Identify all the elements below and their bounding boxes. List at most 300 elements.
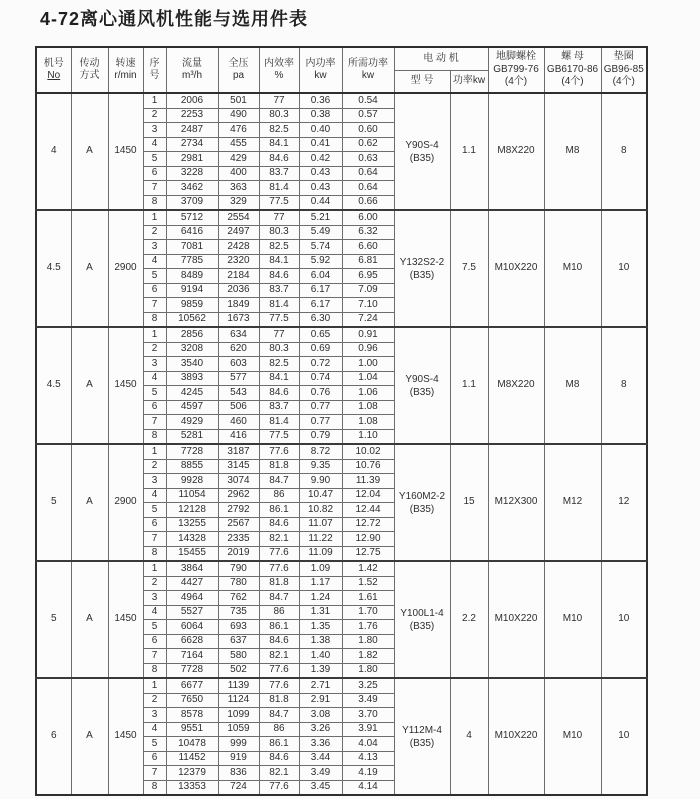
- header-motor-group: 电 动 机: [394, 47, 488, 70]
- serial-cell: 5: [143, 737, 166, 752]
- internal-power-cell: 6.17: [299, 298, 342, 313]
- header-nut-line2: GB6170-86: [546, 63, 599, 75]
- flow-cell: 11452: [166, 751, 218, 766]
- internal-power-cell: 11.07: [299, 517, 342, 532]
- serial-cell: 6: [143, 400, 166, 415]
- header-drive-mode: [71, 47, 108, 93]
- nut-cell: M12: [544, 444, 601, 561]
- table-body: [36, 93, 647, 795]
- header-washer-line3: (4个): [612, 76, 635, 88]
- header-serial-line1: 序: [149, 57, 160, 69]
- washer-cell: 8: [601, 93, 647, 210]
- pressure-cell: 429: [218, 152, 259, 167]
- efficiency-cell: 82.1: [259, 766, 299, 781]
- required-power-cell: 1.08: [342, 415, 394, 430]
- flow-cell: 3208: [166, 342, 218, 357]
- header-machine-no-line1: 机号: [43, 57, 64, 69]
- internal-power-cell: 6.04: [299, 269, 342, 284]
- header-speed-line2: r/min: [114, 70, 137, 81]
- header-required-power-line2: kw: [361, 70, 375, 81]
- motor-model-text: Y90S-4: [405, 139, 439, 151]
- required-power-cell: 12.72: [342, 517, 394, 532]
- serial-cell: 8: [143, 312, 166, 327]
- motor-model-cell: [394, 93, 450, 210]
- motor-frame-text: (B35): [409, 620, 435, 632]
- flow-cell: 6416: [166, 225, 218, 240]
- required-power-cell: 6.32: [342, 225, 394, 240]
- internal-power-cell: 2.91: [299, 693, 342, 708]
- serial-cell: 7: [143, 415, 166, 430]
- header-nut-line3: (4个): [561, 76, 584, 88]
- internal-power-cell: 8.72: [299, 444, 342, 459]
- pressure-cell: 637: [218, 634, 259, 649]
- required-power-cell: 10.02: [342, 444, 394, 459]
- required-power-cell: 6.81: [342, 254, 394, 269]
- pressure-cell: 735: [218, 605, 259, 620]
- pressure-cell: 577: [218, 371, 259, 386]
- flow-cell: 4964: [166, 591, 218, 606]
- flow-cell: 9928: [166, 474, 218, 489]
- efficiency-cell: 81.8: [259, 576, 299, 591]
- required-power-cell: 0.64: [342, 181, 394, 196]
- serial-cell: 3: [143, 240, 166, 255]
- table-row: [36, 93, 647, 108]
- internal-power-cell: 5.92: [299, 254, 342, 269]
- internal-power-cell: 6.17: [299, 283, 342, 298]
- required-power-cell: 1.04: [342, 371, 394, 386]
- required-power-cell: 12.75: [342, 546, 394, 561]
- flow-cell: 3462: [166, 181, 218, 196]
- efficiency-cell: 83.7: [259, 400, 299, 415]
- header-pressure-line2: pa: [232, 70, 245, 81]
- header-required-power: [342, 47, 394, 93]
- serial-cell: 2: [143, 459, 166, 474]
- efficiency-cell: 84.6: [259, 751, 299, 766]
- required-power-cell: 0.91: [342, 327, 394, 342]
- flow-cell: 2487: [166, 123, 218, 138]
- header-flow-line1: 流量: [182, 57, 202, 69]
- internal-power-cell: 5.21: [299, 210, 342, 225]
- flow-cell: 6677: [166, 678, 218, 693]
- efficiency-cell: 82.5: [259, 123, 299, 138]
- pressure-cell: 790: [218, 561, 259, 576]
- internal-power-cell: 1.35: [299, 620, 342, 635]
- header-required-power-line1: 所需功率: [348, 57, 388, 69]
- serial-cell: 7: [143, 298, 166, 313]
- anchor-bolt-cell: M8X220: [488, 93, 544, 210]
- pressure-cell: 3074: [218, 474, 259, 489]
- header-serial-line2: 号: [149, 70, 160, 81]
- motor-model-cell: [394, 327, 450, 444]
- required-power-cell: 1.80: [342, 663, 394, 678]
- efficiency-cell: 77.6: [259, 678, 299, 693]
- header-motor-model: 型 号: [394, 70, 450, 93]
- serial-cell: 1: [143, 561, 166, 576]
- required-power-cell: 7.10: [342, 298, 394, 313]
- internal-power-cell: 0.72: [299, 357, 342, 372]
- required-power-cell: 1.80: [342, 634, 394, 649]
- pressure-cell: 2335: [218, 532, 259, 547]
- serial-cell: 6: [143, 634, 166, 649]
- efficiency-cell: 77.6: [259, 780, 299, 795]
- pressure-cell: 2567: [218, 517, 259, 532]
- header-washer-line1: 垫圈: [613, 51, 634, 63]
- header-washer: [601, 47, 647, 93]
- table-row: [36, 678, 647, 693]
- efficiency-cell: 80.3: [259, 108, 299, 123]
- pressure-cell: 1849: [218, 298, 259, 313]
- efficiency-cell: 77: [259, 93, 299, 108]
- pressure-cell: 1124: [218, 693, 259, 708]
- pressure-cell: 455: [218, 137, 259, 152]
- internal-power-cell: 1.39: [299, 663, 342, 678]
- motor-model-text: Y100L1-4: [400, 607, 444, 619]
- pressure-cell: 490: [218, 108, 259, 123]
- table-row: [36, 444, 647, 459]
- header-flow-line2: m³/h: [182, 70, 202, 81]
- pressure-cell: 2036: [218, 283, 259, 298]
- pressure-cell: 2962: [218, 488, 259, 503]
- required-power-cell: 3.91: [342, 722, 394, 737]
- nut-cell: M8: [544, 93, 601, 210]
- serial-cell: 6: [143, 166, 166, 181]
- flow-cell: 4597: [166, 400, 218, 415]
- required-power-cell: 1.00: [342, 357, 394, 372]
- speed-cell: 1450: [108, 93, 143, 210]
- flow-cell: 4427: [166, 576, 218, 591]
- internal-power-cell: 9.35: [299, 459, 342, 474]
- efficiency-cell: 77.6: [259, 663, 299, 678]
- required-power-cell: 0.62: [342, 137, 394, 152]
- serial-cell: 1: [143, 678, 166, 693]
- required-power-cell: 11.39: [342, 474, 394, 489]
- drive-mode-cell: A: [71, 327, 108, 444]
- motor-model-cell: [394, 444, 450, 561]
- motor-model-cell: [394, 210, 450, 327]
- motor-power-cell: 7.5: [450, 210, 488, 327]
- required-power-cell: 1.82: [342, 649, 394, 664]
- efficiency-cell: 86.1: [259, 503, 299, 518]
- header-speed: [108, 47, 143, 93]
- required-power-cell: 4.13: [342, 751, 394, 766]
- serial-cell: 8: [143, 663, 166, 678]
- efficiency-cell: 77.6: [259, 444, 299, 459]
- required-power-cell: 6.00: [342, 210, 394, 225]
- required-power-cell: 7.24: [342, 312, 394, 327]
- header-pressure-line1: 全压: [228, 57, 249, 69]
- header-nut: [544, 47, 601, 93]
- required-power-cell: 0.63: [342, 152, 394, 167]
- flow-cell: 5527: [166, 605, 218, 620]
- efficiency-cell: 83.7: [259, 283, 299, 298]
- flow-cell: 9551: [166, 722, 218, 737]
- pressure-cell: 476: [218, 123, 259, 138]
- serial-cell: 4: [143, 371, 166, 386]
- nut-cell: M10: [544, 678, 601, 795]
- flow-cell: 12379: [166, 766, 218, 781]
- header-drive-line1: 传动: [79, 57, 100, 69]
- speed-cell: 1450: [108, 327, 143, 444]
- motor-power-cell: 1.1: [450, 93, 488, 210]
- required-power-cell: 0.57: [342, 108, 394, 123]
- efficiency-cell: 81.4: [259, 298, 299, 313]
- required-power-cell: 0.54: [342, 93, 394, 108]
- internal-power-cell: 6.30: [299, 312, 342, 327]
- internal-power-cell: 0.43: [299, 166, 342, 181]
- pressure-cell: 2497: [218, 225, 259, 240]
- required-power-cell: 3.49: [342, 693, 394, 708]
- flow-cell: 6064: [166, 620, 218, 635]
- table-row: [36, 327, 647, 342]
- flow-cell: 2006: [166, 93, 218, 108]
- pressure-cell: 580: [218, 649, 259, 664]
- required-power-cell: 1.76: [342, 620, 394, 635]
- pressure-cell: 460: [218, 415, 259, 430]
- pressure-cell: 919: [218, 751, 259, 766]
- serial-cell: 5: [143, 386, 166, 401]
- serial-cell: 4: [143, 722, 166, 737]
- internal-power-cell: 1.40: [299, 649, 342, 664]
- required-power-cell: 3.25: [342, 678, 394, 693]
- anchor-bolt-cell: M10X220: [488, 561, 544, 678]
- serial-cell: 2: [143, 108, 166, 123]
- internal-power-cell: 2.71: [299, 678, 342, 693]
- speed-cell: 2900: [108, 444, 143, 561]
- pressure-cell: 1139: [218, 678, 259, 693]
- internal-power-cell: 5.74: [299, 240, 342, 255]
- pressure-cell: 3187: [218, 444, 259, 459]
- internal-power-cell: 9.90: [299, 474, 342, 489]
- pressure-cell: 501: [218, 93, 259, 108]
- efficiency-cell: 77.6: [259, 546, 299, 561]
- required-power-cell: 1.52: [342, 576, 394, 591]
- flow-cell: 10478: [166, 737, 218, 752]
- required-power-cell: 0.66: [342, 195, 394, 210]
- internal-power-cell: 1.31: [299, 605, 342, 620]
- serial-cell: 7: [143, 181, 166, 196]
- washer-cell: 8: [601, 327, 647, 444]
- internal-power-cell: 3.45: [299, 780, 342, 795]
- header-efficiency: [259, 47, 299, 93]
- internal-power-cell: 11.09: [299, 546, 342, 561]
- pressure-cell: 502: [218, 663, 259, 678]
- internal-power-cell: 3.36: [299, 737, 342, 752]
- internal-power-cell: 10.47: [299, 488, 342, 503]
- serial-cell: 3: [143, 591, 166, 606]
- pressure-cell: 603: [218, 357, 259, 372]
- flow-cell: 2253: [166, 108, 218, 123]
- flow-cell: 8489: [166, 269, 218, 284]
- required-power-cell: 6.95: [342, 269, 394, 284]
- serial-cell: 6: [143, 517, 166, 532]
- internal-power-cell: 0.44: [299, 195, 342, 210]
- washer-cell: 10: [601, 210, 647, 327]
- efficiency-cell: 77.5: [259, 195, 299, 210]
- motor-power-cell: 4: [450, 678, 488, 795]
- motor-model-text: Y112M-4: [402, 724, 442, 736]
- pressure-cell: 1673: [218, 312, 259, 327]
- serial-cell: 2: [143, 576, 166, 591]
- efficiency-cell: 84.6: [259, 269, 299, 284]
- pressure-cell: 1099: [218, 708, 259, 723]
- drive-mode-cell: A: [71, 561, 108, 678]
- header-washer-line2: GB96-85: [603, 63, 644, 75]
- required-power-cell: 1.08: [342, 400, 394, 415]
- serial-cell: 8: [143, 429, 166, 444]
- flow-cell: 10562: [166, 312, 218, 327]
- nut-cell: M10: [544, 210, 601, 327]
- required-power-cell: 7.09: [342, 283, 394, 298]
- pressure-cell: 2792: [218, 503, 259, 518]
- internal-power-cell: 0.43: [299, 181, 342, 196]
- flow-cell: 5281: [166, 429, 218, 444]
- flow-cell: 7728: [166, 663, 218, 678]
- serial-cell: 3: [143, 123, 166, 138]
- efficiency-cell: 84.6: [259, 386, 299, 401]
- flow-cell: 7081: [166, 240, 218, 255]
- pressure-cell: 724: [218, 780, 259, 795]
- flow-cell: 6628: [166, 634, 218, 649]
- drive-mode-cell: A: [71, 444, 108, 561]
- anchor-bolt-cell: M10X220: [488, 678, 544, 795]
- table-row: [36, 210, 647, 225]
- page-title: 4-72离心通风机性能与选用件表: [40, 9, 309, 29]
- flow-cell: 2734: [166, 137, 218, 152]
- serial-cell: 4: [143, 605, 166, 620]
- internal-power-cell: 1.38: [299, 634, 342, 649]
- header-anchor-bolt-line3: (4个): [504, 76, 528, 88]
- efficiency-cell: 84.7: [259, 708, 299, 723]
- flow-cell: 15455: [166, 546, 218, 561]
- serial-cell: 3: [143, 708, 166, 723]
- efficiency-cell: 77: [259, 210, 299, 225]
- fan-performance-table: [35, 46, 648, 796]
- drive-mode-cell: A: [71, 93, 108, 210]
- efficiency-cell: 86: [259, 605, 299, 620]
- required-power-cell: 1.42: [342, 561, 394, 576]
- flow-cell: 13353: [166, 780, 218, 795]
- flow-cell: 7785: [166, 254, 218, 269]
- pressure-cell: 543: [218, 386, 259, 401]
- efficiency-cell: 84.1: [259, 254, 299, 269]
- required-power-cell: 3.70: [342, 708, 394, 723]
- header-pressure: [218, 47, 259, 93]
- table-row: [36, 561, 647, 576]
- pressure-cell: 836: [218, 766, 259, 781]
- internal-power-cell: 1.17: [299, 576, 342, 591]
- efficiency-cell: 81.8: [259, 693, 299, 708]
- header-motor-power: 功率kw: [450, 70, 488, 93]
- anchor-bolt-cell: M8X220: [488, 327, 544, 444]
- pressure-cell: 363: [218, 181, 259, 196]
- speed-cell: 1450: [108, 561, 143, 678]
- internal-power-cell: 0.77: [299, 415, 342, 430]
- internal-power-cell: 1.09: [299, 561, 342, 576]
- anchor-bolt-cell: M10X220: [488, 210, 544, 327]
- flow-cell: 2981: [166, 152, 218, 167]
- machine-no-cell: 4.5: [36, 327, 71, 444]
- anchor-bolt-cell: M12X300: [488, 444, 544, 561]
- required-power-cell: 0.60: [342, 123, 394, 138]
- efficiency-cell: 84.6: [259, 152, 299, 167]
- flow-cell: 8578: [166, 708, 218, 723]
- header-speed-line1: 转速: [115, 57, 136, 69]
- serial-cell: 6: [143, 751, 166, 766]
- efficiency-cell: 81.4: [259, 415, 299, 430]
- header-anchor-bolt: [488, 47, 544, 93]
- motor-model-cell: [394, 561, 450, 678]
- required-power-cell: 10.76: [342, 459, 394, 474]
- flow-cell: 9194: [166, 283, 218, 298]
- machine-no-cell: 4: [36, 93, 71, 210]
- required-power-cell: 12.44: [342, 503, 394, 518]
- required-power-cell: 1.10: [342, 429, 394, 444]
- required-power-cell: 0.96: [342, 342, 394, 357]
- required-power-cell: 12.90: [342, 532, 394, 547]
- pressure-cell: 693: [218, 620, 259, 635]
- pressure-cell: 2184: [218, 269, 259, 284]
- serial-cell: 3: [143, 474, 166, 489]
- header-drive-line2: 方式: [79, 70, 100, 81]
- washer-cell: 10: [601, 561, 647, 678]
- table-header: [36, 47, 647, 93]
- washer-cell: 12: [601, 444, 647, 561]
- efficiency-cell: 84.1: [259, 371, 299, 386]
- required-power-cell: 1.70: [342, 605, 394, 620]
- flow-cell: 3228: [166, 166, 218, 181]
- serial-cell: 5: [143, 620, 166, 635]
- efficiency-cell: 82.1: [259, 532, 299, 547]
- header-machine-no: [36, 47, 71, 93]
- serial-cell: 1: [143, 93, 166, 108]
- internal-power-cell: 0.38: [299, 108, 342, 123]
- required-power-cell: 6.60: [342, 240, 394, 255]
- header-efficiency-line2: %: [274, 70, 284, 81]
- serial-cell: 8: [143, 780, 166, 795]
- motor-power-cell: 15: [450, 444, 488, 561]
- flow-cell: 4929: [166, 415, 218, 430]
- flow-cell: 4245: [166, 386, 218, 401]
- internal-power-cell: 0.65: [299, 327, 342, 342]
- flow-cell: 3540: [166, 357, 218, 372]
- pressure-cell: 780: [218, 576, 259, 591]
- pressure-cell: 2554: [218, 210, 259, 225]
- efficiency-cell: 81.8: [259, 459, 299, 474]
- flow-cell: 5712: [166, 210, 218, 225]
- pressure-cell: 999: [218, 737, 259, 752]
- efficiency-cell: 84.6: [259, 634, 299, 649]
- efficiency-cell: 82.5: [259, 240, 299, 255]
- efficiency-cell: 84.7: [259, 591, 299, 606]
- serial-cell: 5: [143, 269, 166, 284]
- serial-cell: 5: [143, 503, 166, 518]
- flow-cell: 7650: [166, 693, 218, 708]
- efficiency-cell: 83.7: [259, 166, 299, 181]
- flow-cell: 13255: [166, 517, 218, 532]
- header-anchor-bolt-line1: 地脚螺栓: [496, 51, 536, 63]
- nut-cell: M8: [544, 327, 601, 444]
- pressure-cell: 2428: [218, 240, 259, 255]
- flow-cell: 7728: [166, 444, 218, 459]
- required-power-cell: 1.61: [342, 591, 394, 606]
- motor-model-cell: [394, 678, 450, 795]
- efficiency-cell: 80.3: [259, 342, 299, 357]
- serial-cell: 1: [143, 444, 166, 459]
- drive-mode-cell: A: [71, 678, 108, 795]
- internal-power-cell: 0.76: [299, 386, 342, 401]
- header-internal-power-line2: kw: [314, 70, 327, 81]
- pressure-cell: 1059: [218, 722, 259, 737]
